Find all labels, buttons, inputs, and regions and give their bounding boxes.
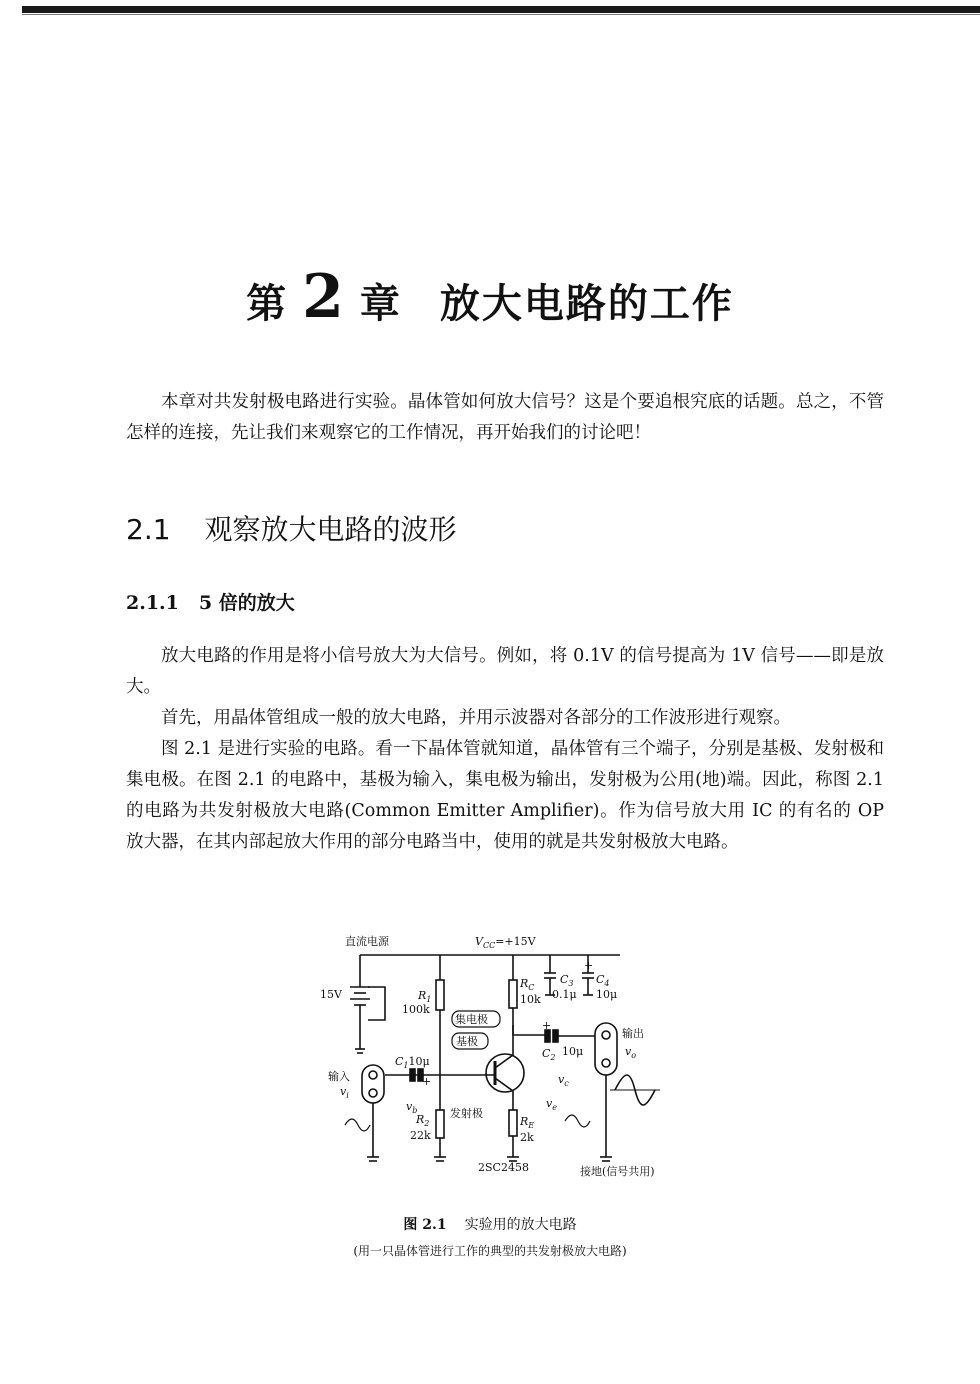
label-collector: 集电极 xyxy=(455,1013,488,1026)
label-c3-value: 0.1μ xyxy=(552,988,577,1001)
label-emitter: 发射极 xyxy=(450,1107,483,1120)
label-r2-value: 22k xyxy=(410,1129,431,1142)
chapter-suffix: 章 xyxy=(359,280,402,327)
label-vo: $v_o$ xyxy=(625,1045,637,1060)
label-r1: $R_1$ xyxy=(418,989,432,1004)
label-vc: $v_c$ xyxy=(558,1073,569,1088)
label-c4: $C_4$ xyxy=(596,973,610,988)
body-paragraph-1: 放大电路的作用是将小信号放大为大信号。例如，将 0.1V 的信号提高为 1V 信号——即是放大。 xyxy=(126,646,884,697)
label-c3: $C_3$ xyxy=(560,973,574,988)
body-paragraph-2: 首先，用晶体管组成一般的放大电路，并用示波器对各部分的工作波形进行观察。 xyxy=(161,708,791,728)
subsection-number: 2.1.1 xyxy=(126,592,179,614)
label-re-value: 2k xyxy=(520,1131,534,1144)
label-plus-c4: + xyxy=(584,959,594,972)
label-r1-value: 100k xyxy=(402,1003,430,1016)
label-ve: $v_e$ xyxy=(546,1097,557,1112)
label-c4-value: 10μ xyxy=(596,988,618,1001)
figure-number: 图 2.1 xyxy=(403,1217,447,1233)
label-vb: $v_b$ xyxy=(406,1100,418,1115)
label-vcc: $V_{CC}=+15V$ xyxy=(475,935,536,950)
section-title: 观察放大电路的波形 xyxy=(204,513,457,546)
section-number: 2.1 xyxy=(126,513,171,546)
subsection-heading xyxy=(126,588,295,615)
chapter-title xyxy=(0,262,980,332)
body-paragraph-3: 图 2.1 是进行实验的电路。看一下晶体管就知道，晶体管有三个端子，分别是基极、发射极和集电极。在图 2.1 的电路中，基极为输入，集电极为输出，发射极为公用(地)端。因此，称图 2.1 的电路为共发射极放大电路(Common Emitter Amplifier)。作为信号放大用 IC 的有名的 OP 放大器，在其内部起放大作用的部分电路当中，使用的就是共发射极放大电路。 xyxy=(126,739,884,852)
top-rule-thin xyxy=(22,14,980,15)
figure-subcaption: (用一只晶体管进行工作的典型的共发射极放大电路) xyxy=(353,1244,627,1258)
label-plus-c1: + xyxy=(422,1075,432,1088)
label-base: 基极 xyxy=(456,1035,478,1048)
label-battery: 15V xyxy=(320,988,342,1001)
label-re: $R_E$ xyxy=(520,1115,535,1130)
chapter-name: 放大电路的工作 xyxy=(439,280,734,327)
label-rc: $R_C$ xyxy=(520,977,535,992)
label-transistor: 2SC2458 xyxy=(478,1161,529,1174)
label-c2-value: 10μ xyxy=(562,1045,584,1058)
label-c2: $C_2$ xyxy=(542,1047,556,1062)
label-ground: 接地(信号共用) xyxy=(580,1165,655,1178)
section-heading xyxy=(126,508,457,548)
label-input: 输入 xyxy=(328,1070,350,1083)
subsection-title: 5 倍的放大 xyxy=(198,592,295,614)
circuit-diagram xyxy=(310,925,710,1185)
label-r2: $R_2$ xyxy=(416,1113,430,1128)
top-rule xyxy=(22,6,980,13)
figure-title: 实验用的放大电路 xyxy=(464,1217,577,1233)
label-dc-supply: 直流电源 xyxy=(345,935,389,948)
chapter-prefix: 第 xyxy=(246,280,289,327)
label-c1: $C_110\mu$ xyxy=(395,1055,430,1070)
label-output: 输出 xyxy=(622,1027,644,1040)
figure-caption xyxy=(0,1214,980,1234)
intro-paragraph: 本章对共发射极电路进行实验。晶体管如何放大信号？这是个要追根究底的话题。总之，不管怎样的连接，先让我们来观察它的工作情况，再开始我们的讨论吧！ xyxy=(126,392,884,443)
label-vi: $v_i$ xyxy=(340,1085,349,1100)
chapter-number: 2 xyxy=(302,262,346,332)
label-rc-value: 10k xyxy=(520,993,541,1006)
label-plus-c2: + xyxy=(542,1019,552,1032)
